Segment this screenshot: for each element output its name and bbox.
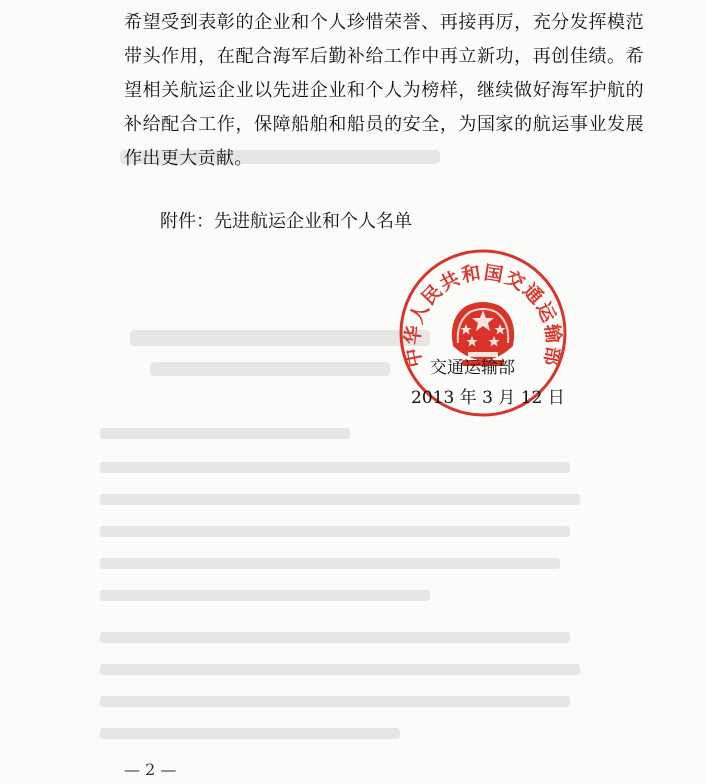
page-number: — 2 — (124, 760, 177, 779)
body-paragraph: 希望受到表彰的企业和个人珍惜荣誉、再接再厉，充分发挥模范带头作用，在配合海军后勤补给工作中再立新功，再创佳绩。希望相关航运企业以先进企业和个人为榜样，继续做好海军护航的补给配合工作，保障船舶和船员的安全，为国家的航运事业发展作出更大贡献。 (124, 12, 644, 169)
attachment-line: 附件：先进航运企业和个人名单 (160, 211, 412, 232)
signing-date: 2013 年 3 月 12 日 (411, 388, 565, 408)
signer-organization: 交通运输部 (430, 358, 515, 378)
seal-text: 中华人民共和国交通运输部 (401, 261, 565, 370)
